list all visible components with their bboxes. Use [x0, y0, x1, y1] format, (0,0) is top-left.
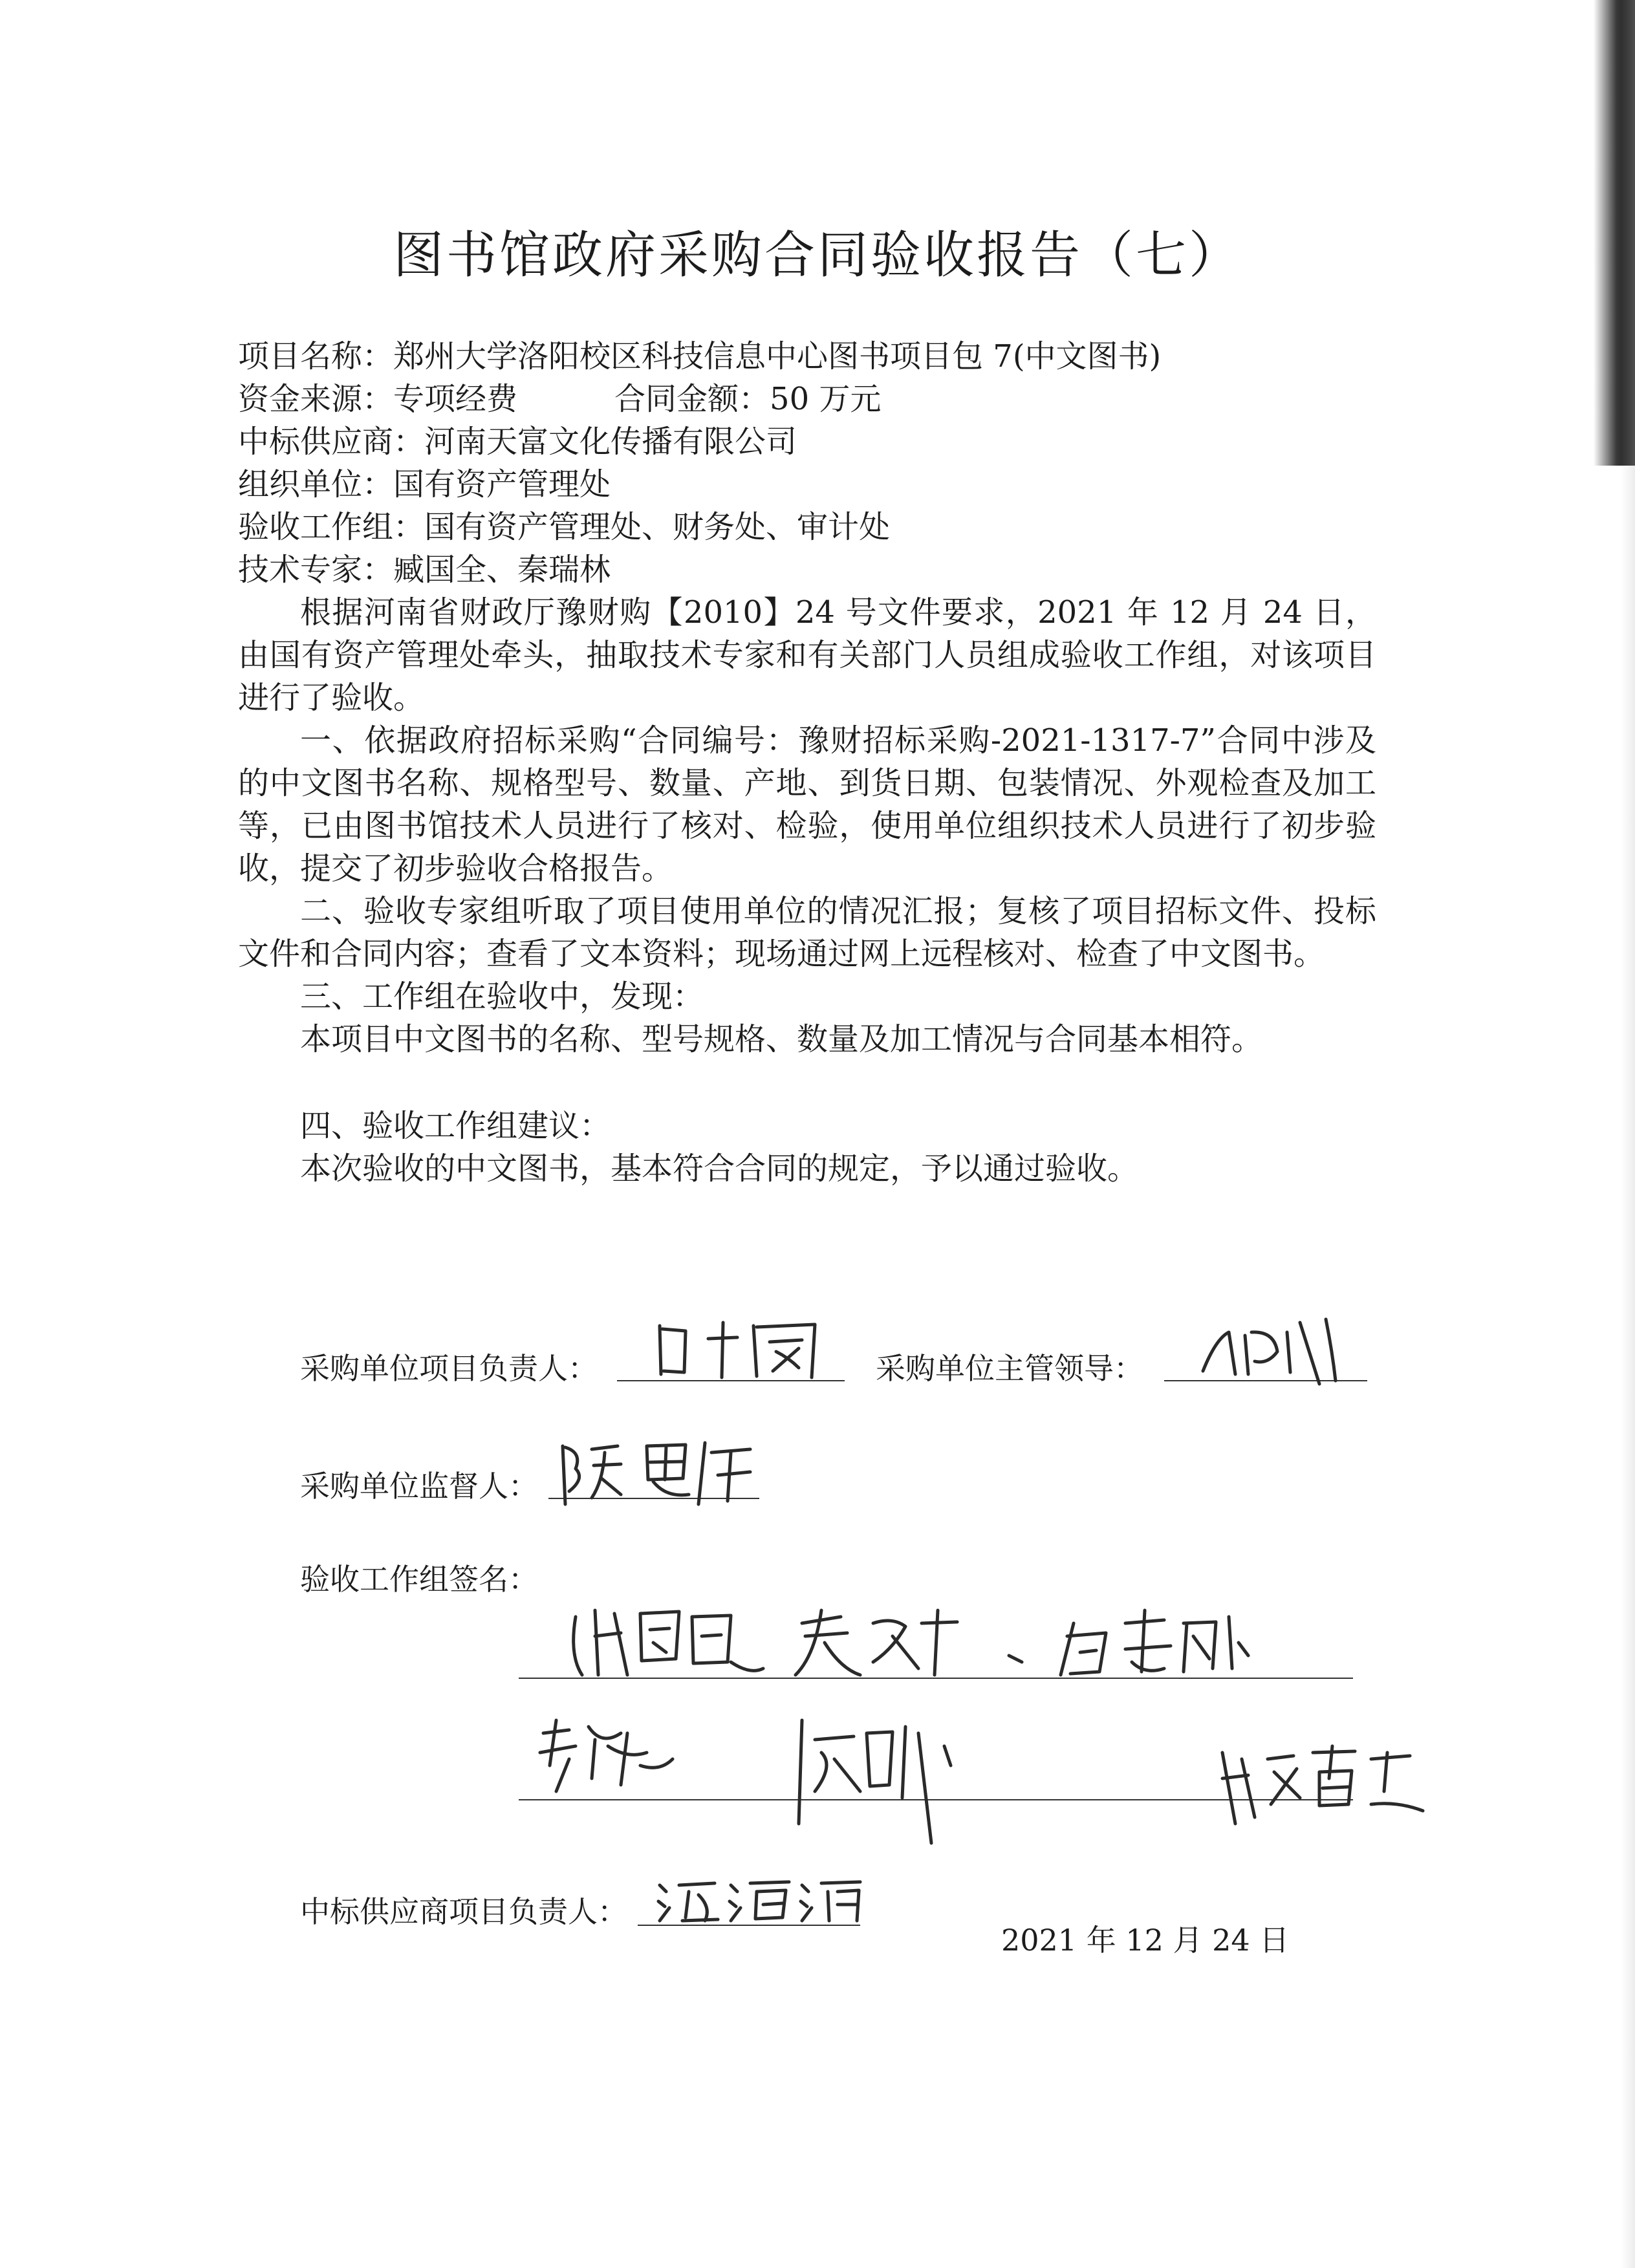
- supervisor-leader-signature: [1196, 1313, 1345, 1384]
- group-row: [238, 506, 890, 548]
- section1-paragraph: 一、依据政府招标采购“合同编号：豫财招标采购-2021-1317-7”合同中涉及的中文图书名称、规格型号、数量、产地、到货日期、包装情况、外观检查及加工等，已由图书馆技术人员进行了核对、检验，使用单位组织技术人员进行了初步验收，提交了初步验收合格报告。: [238, 722, 1376, 887]
- supervisor-leader-label: 采购单位主管领导：: [876, 1351, 1143, 1386]
- scan-edge-tint: [1621, 0, 1635, 2268]
- supplier-label: 中标供应商：: [238, 424, 425, 460]
- group-signatures-row2: [530, 1707, 1009, 1869]
- section4-title: 四、验收工作组建议：: [300, 1108, 611, 1144]
- group-signature-extra: [1216, 1740, 1429, 1830]
- project-name-value: 郑州大学洛阳校区科技信息中心图书项目包 7(中文图书): [393, 338, 1162, 374]
- section2-paragraph: 二、验收专家组听取了项目使用单位的情况汇报；复核了项目招标文件、投标文件和合同内容；查看了文本资料；现场通过网上远程核对、检查了中文图书。: [238, 893, 1376, 972]
- group-label: 验收工作组：: [238, 509, 425, 545]
- org-row: [238, 463, 611, 506]
- section3-body: 本项目中文图书的名称、型号规格、数量及加工情况与合同基本相符。: [300, 1021, 1263, 1057]
- fund-row: [238, 378, 881, 420]
- supplier-lead-label: 中标供应商项目负责人：: [300, 1894, 627, 1929]
- project-name-label: 项目名称：: [238, 338, 394, 374]
- monitor-signature: [556, 1433, 770, 1511]
- monitor-label: 采购单位监督人：: [300, 1469, 538, 1504]
- document-title: 图书馆政府采购合同验收报告（七）: [393, 226, 1242, 285]
- group-signatures-row1: [569, 1597, 1268, 1688]
- group-sign-label: 验收工作组签名：: [300, 1562, 538, 1597]
- project-name-row: [238, 335, 1161, 378]
- experts-value: 臧国全、秦瑞林: [393, 552, 611, 588]
- supplier-value: 河南天富文化传播有限公司: [424, 424, 797, 460]
- project-lead-label: 采购单位项目负责人：: [300, 1351, 598, 1386]
- amount-value: 50 万元: [770, 381, 882, 417]
- amount-label: 合同金额：: [614, 381, 770, 417]
- section3-title: 三、工作组在验收中，发现：: [300, 978, 704, 1015]
- fund-value: 专项经费: [393, 381, 518, 417]
- experts-label: 技术专家：: [238, 552, 394, 588]
- section4-body: 本次验收的中文图书，基本符合合同的规定，予以通过验收。: [300, 1150, 1139, 1187]
- project-lead-signature: [647, 1313, 841, 1384]
- document-date: 2021 年 12 月 24 日: [1001, 1923, 1290, 1958]
- fund-label: 资金来源：: [238, 381, 394, 417]
- org-value: 国有资产管理处: [393, 466, 611, 502]
- supplier-row: [238, 420, 797, 463]
- group-value: 国有资产管理处、财务处、审计处: [424, 509, 891, 545]
- intro-paragraph: 根据河南省财政厅豫财购【2010】24 号文件要求，2021 年 12 月 24 日，由国有资产管理处牵头，抽取技术专家和有关部门人员组成验收工作组，对该项目进行了验收。: [238, 594, 1376, 716]
- experts-row: [238, 548, 611, 591]
- supplier-lead-signature: [653, 1869, 867, 1927]
- org-label: 组织单位：: [238, 466, 394, 502]
